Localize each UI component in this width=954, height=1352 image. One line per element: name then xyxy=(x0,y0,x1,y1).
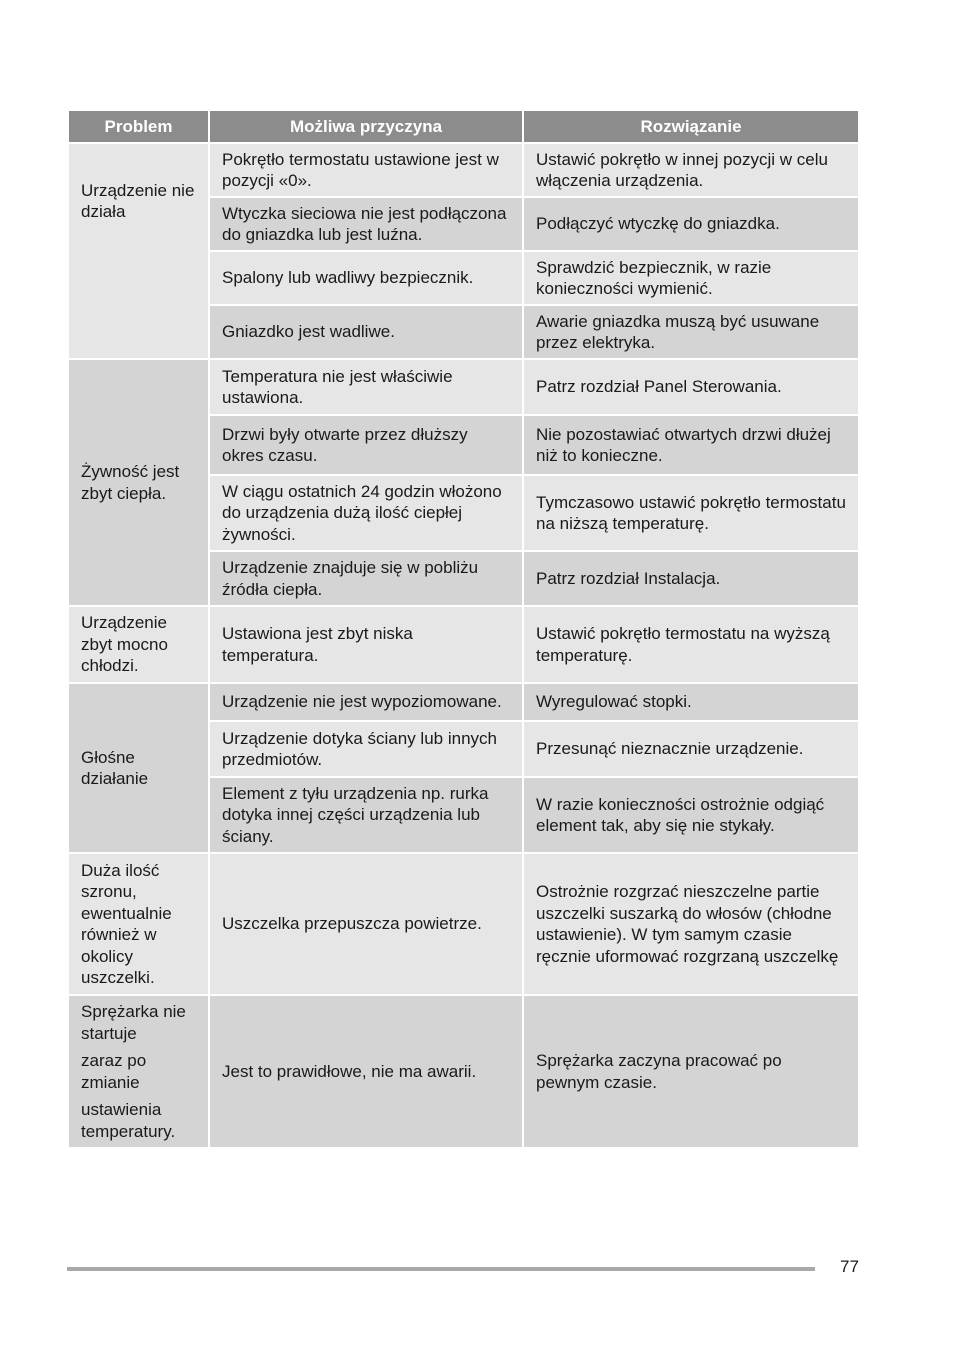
problem-line: ustawienia temperatury. xyxy=(81,1100,176,1141)
troubleshooting-table xyxy=(67,111,860,1149)
problem-cell: Żywność jest zbyt ciepła. xyxy=(68,359,209,606)
cause-cell: Drzwi były otwarte przez dłuższy okres czasu. xyxy=(209,415,523,475)
problem-cell xyxy=(68,995,209,1148)
solution-cell: Awarie gniazdka muszą być usuwane przez elektryka. xyxy=(523,305,859,359)
problem-line: Sprężarka nie startuje xyxy=(81,1002,186,1043)
solution-cell: Przesunąć nieznacznie urządzenie. xyxy=(523,721,859,777)
cause-cell: Wtyczka sieciowa nie jest podłączona do gniazdka lub jest luźna. xyxy=(209,197,523,251)
header-cause: Możliwa przyczyna xyxy=(209,111,523,143)
cause-cell: Temperatura nie jest właściwie ustawiona. xyxy=(209,359,523,415)
problem-line: zaraz po zmianie xyxy=(81,1051,147,1092)
solution-cell: Wyregulować stopki. xyxy=(523,683,859,721)
problem-cell: Urządzenie zbyt mocno chłodzi. xyxy=(68,606,209,683)
cause-cell: Ustawiona jest zbyt niska temperatura. xyxy=(209,606,523,683)
table-row xyxy=(68,143,859,197)
solution-cell: Nie pozostawiać otwartych drzwi dłużej niż to konieczne. xyxy=(523,415,859,475)
solution-cell: Patrz rozdział Panel Sterowania. xyxy=(523,359,859,415)
cause-cell: Element z tyłu urządzenia np. rurka dotyka innej części urządzenia lub ściany. xyxy=(209,777,523,853)
cause-cell: Urządzenie nie jest wypoziomowane. xyxy=(209,683,523,721)
footer-rule xyxy=(67,1267,815,1271)
problem-cell: Głośne działanie xyxy=(68,683,209,853)
solution-cell: Ustawić pokrętło termostatu na wyższą temperaturę. xyxy=(523,606,859,683)
solution-cell: Sprężarka zaczyna pracować po pewnym czasie. xyxy=(523,995,859,1148)
solution-cell: W razie konieczności ostrożnie odgiąć element tak, aby się nie stykały. xyxy=(523,777,859,853)
cause-cell: Spalony lub wadliwy bezpiecznik. xyxy=(209,251,523,305)
header-problem: Problem xyxy=(68,111,209,143)
cause-cell: Jest to prawidłowe, nie ma awarii. xyxy=(209,995,523,1148)
header-solution: Rozwiązanie xyxy=(523,111,859,143)
cause-cell: Urządzenie znajduje się w pobliżu źródła ciepła. xyxy=(209,551,523,606)
table-row xyxy=(68,683,859,721)
solution-cell: Ostrożnie rozgrzać nieszczelne partie uszczelki suszarką do włosów (chłodne ustawienie). W tym samym czasie ręcznie uformować rozgrzaną uszczelkę xyxy=(523,853,859,995)
solution-cell: Podłączyć wtyczkę do gniazdka. xyxy=(523,197,859,251)
solution-cell: Tymczasowo ustawić pokrętło termostatu na niższą temperaturę. xyxy=(523,475,859,551)
table-row xyxy=(68,606,859,683)
cause-cell: Uszczelka przepuszcza powietrze. xyxy=(209,853,523,995)
cause-cell: Pokrętło termostatu ustawione jest w pozycji «0». xyxy=(209,143,523,197)
table-row xyxy=(68,359,859,415)
table-row xyxy=(68,853,859,995)
problem-cell: Urządzenie nie działa xyxy=(68,143,209,359)
page-number: 77 xyxy=(840,1257,859,1276)
solution-cell: Sprawdzić bezpiecznik, w razie konieczności wymienić. xyxy=(523,251,859,305)
cause-cell: Urządzenie dotyka ściany lub innych przedmiotów. xyxy=(209,721,523,777)
table-header-row xyxy=(68,111,859,143)
solution-cell: Ustawić pokrętło w innej pozycji w celu włączenia urządzenia. xyxy=(523,143,859,197)
solution-cell: Patrz rozdział Instalacja. xyxy=(523,551,859,606)
cause-cell: Gniazdko jest wadliwe. xyxy=(209,305,523,359)
problem-cell: Duża ilość szronu, ewentualnie również w okolicy uszczelki. xyxy=(68,853,209,995)
table-row xyxy=(68,995,859,1148)
cause-cell: W ciągu ostatnich 24 godzin włożono do urządzenia dużą ilość ciepłej żywności. xyxy=(209,475,523,551)
